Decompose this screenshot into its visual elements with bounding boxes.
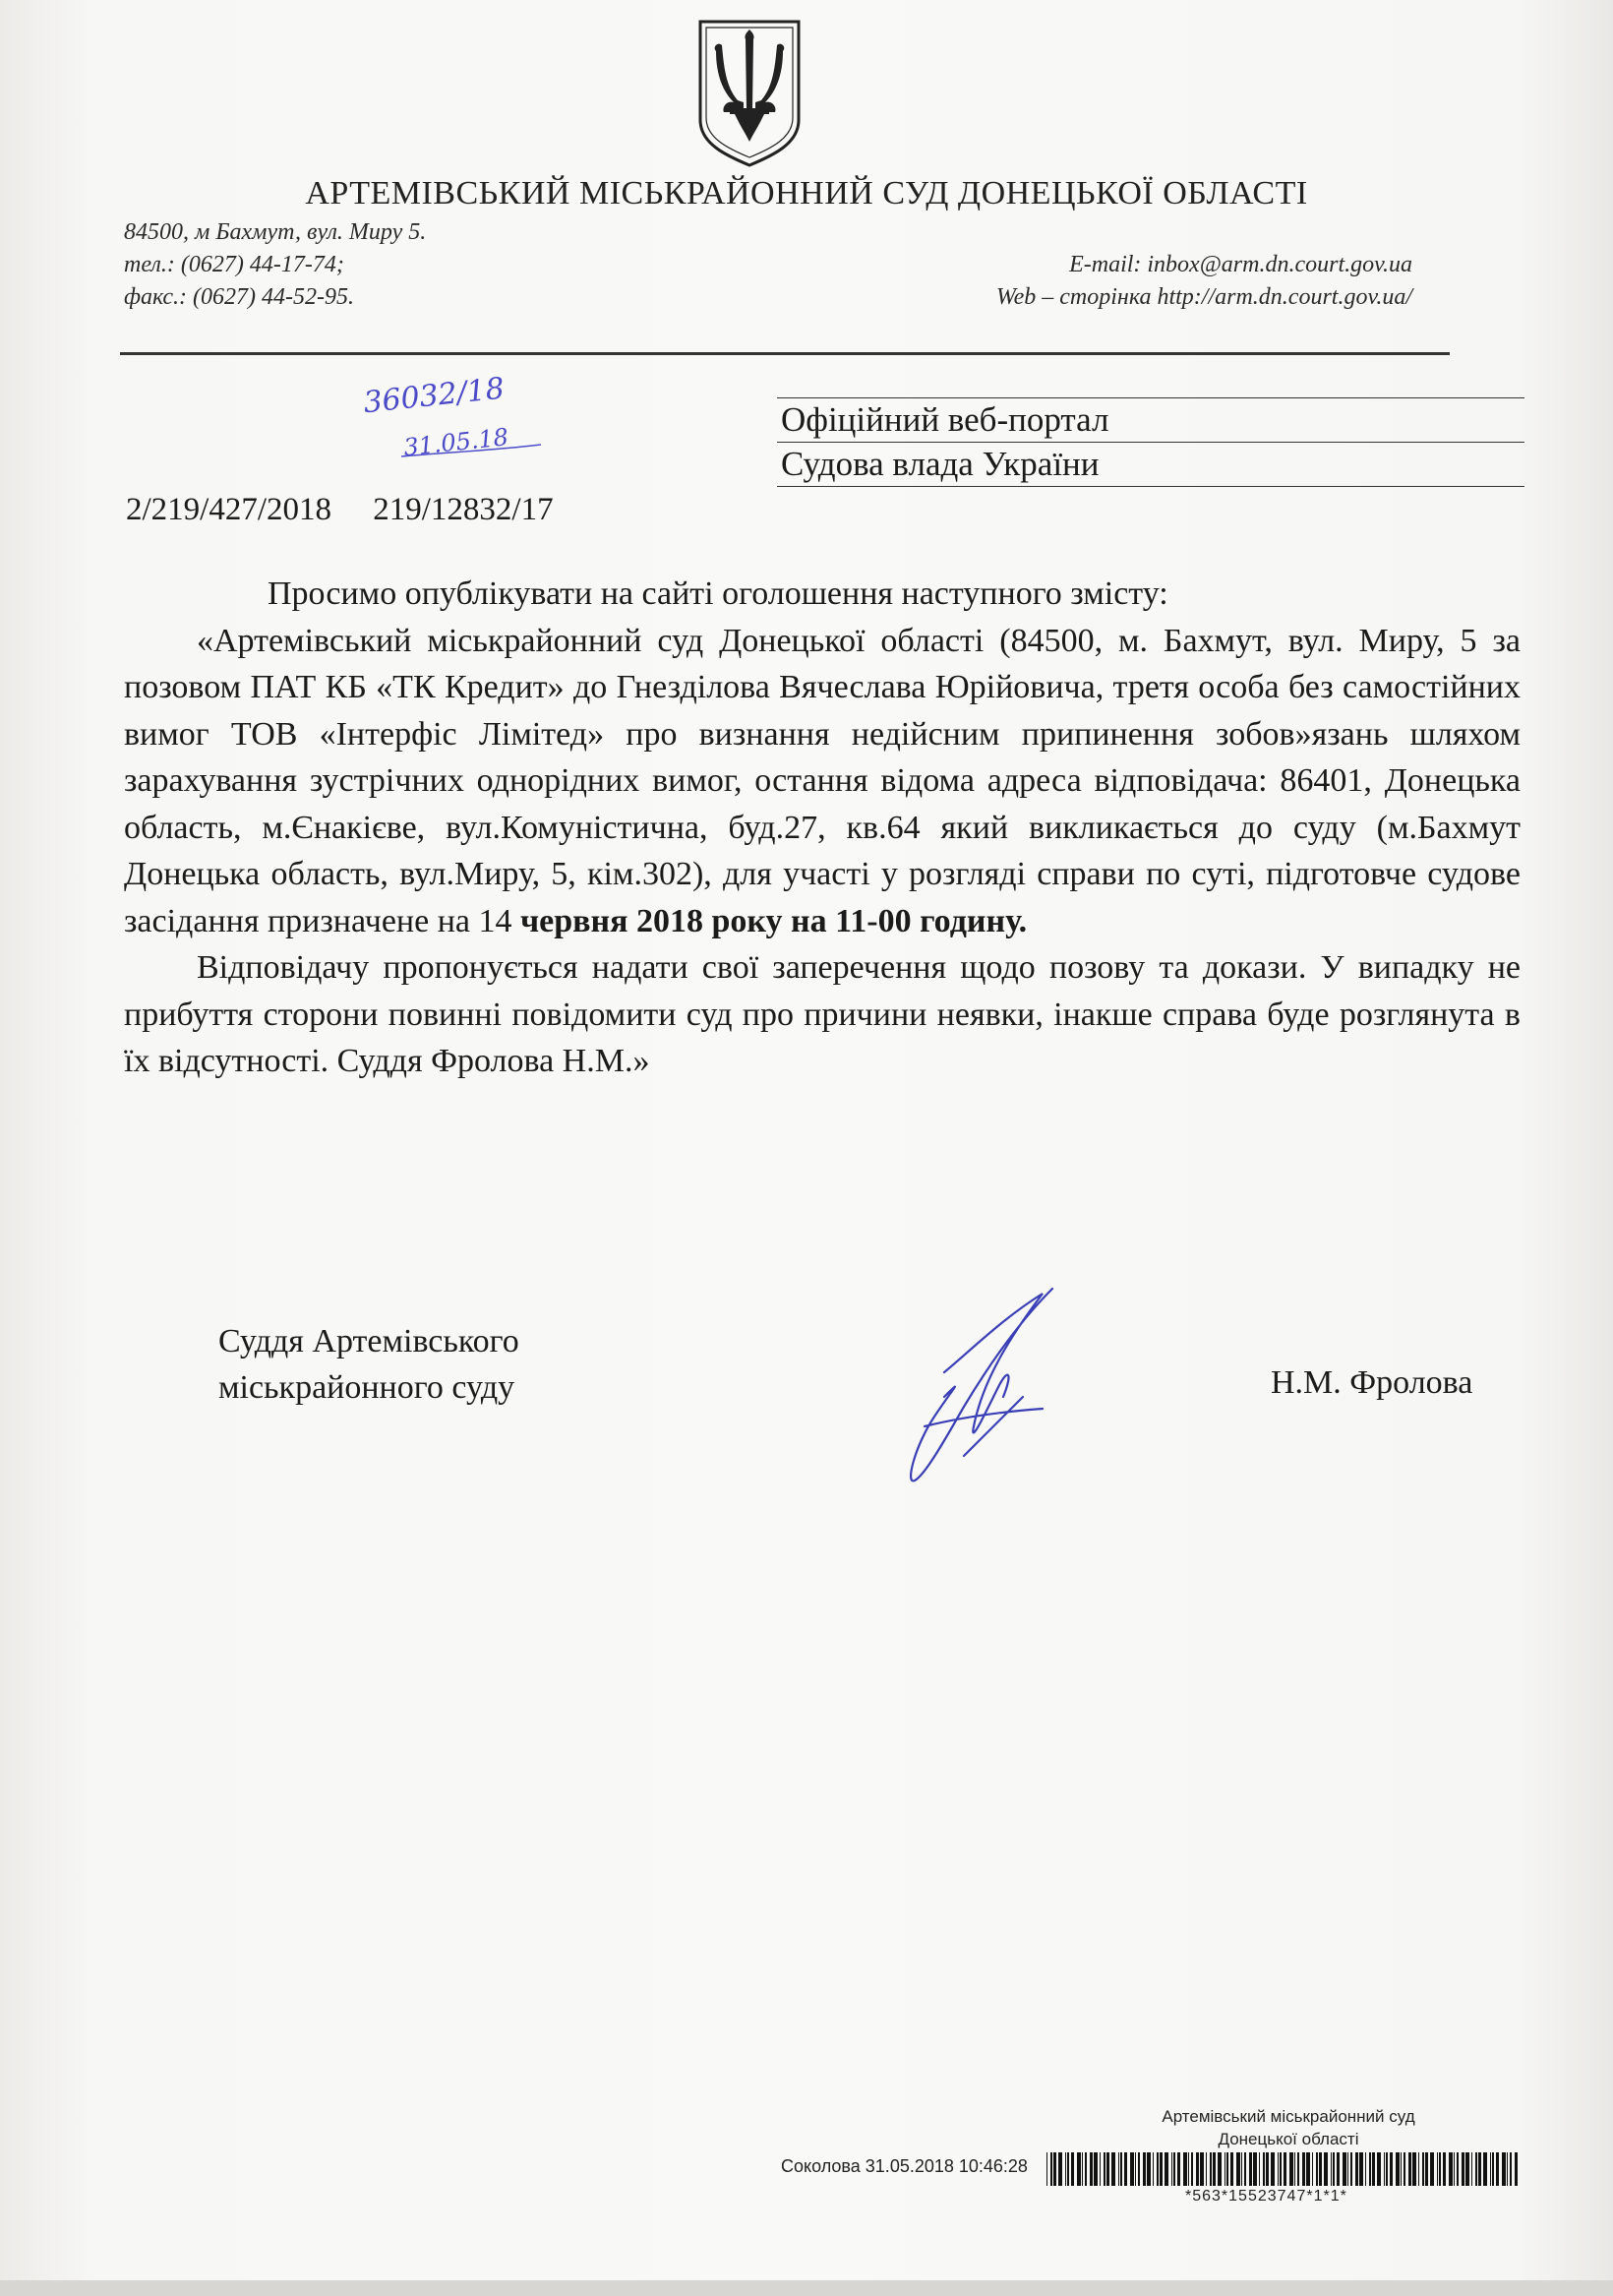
barcode-bar xyxy=(1065,2152,1066,2186)
barcode-bar xyxy=(1160,2152,1163,2186)
barcode-bar xyxy=(1492,2152,1494,2186)
barcode-bar xyxy=(1106,2152,1109,2186)
barcode-bar xyxy=(1266,2152,1269,2186)
barcode-bar xyxy=(1104,2152,1105,2186)
court-email: E-mail: inbox@arm.dn.court.gov.ua xyxy=(1069,252,1412,277)
barcode-bar xyxy=(1457,2152,1459,2186)
barcode-bar xyxy=(1050,2152,1052,2186)
outgoing-number: 2/219/427/2018 xyxy=(126,492,332,527)
barcode-bar xyxy=(1147,2152,1151,2186)
barcode-bar xyxy=(1316,2152,1318,2186)
barcode-bar xyxy=(1053,2152,1056,2186)
barcode-bar xyxy=(1347,2152,1348,2186)
stamp-court-line2: Донецької області xyxy=(1218,2130,1359,2148)
court-phone: тел.: (0627) 44-17-74; xyxy=(124,252,344,277)
barcode-bar xyxy=(1425,2152,1428,2186)
contact-left xyxy=(124,216,675,314)
recipient-line-bottom xyxy=(777,486,1524,487)
barcode-bar xyxy=(1390,2152,1393,2186)
barcode-bar xyxy=(1483,2152,1487,2186)
barcode-bar xyxy=(1396,2152,1400,2186)
recipient-line1: Офіційний веб-портал xyxy=(781,400,1109,439)
barcode-bar xyxy=(1173,2152,1175,2186)
barcode-bar xyxy=(1377,2152,1381,2186)
barcode-bar xyxy=(1124,2152,1127,2186)
case-number: 219/12832/17 xyxy=(373,492,554,527)
barcode-bar xyxy=(1454,2152,1455,2186)
body-paragraph-announcement xyxy=(124,618,1521,945)
barcode-bar xyxy=(1294,2152,1295,2186)
barcode-bar xyxy=(1359,2152,1363,2186)
judge-title-line1: Суддя Артемівського xyxy=(218,1323,519,1359)
barcode-bar xyxy=(1490,2152,1491,2186)
barcode-bar xyxy=(1210,2152,1212,2186)
barcode-bar xyxy=(1386,2152,1388,2186)
barcode-bar xyxy=(1418,2152,1419,2186)
letter-body xyxy=(124,571,1521,1085)
barcode-bar xyxy=(1478,2152,1481,2186)
contact-right xyxy=(803,249,1412,314)
barcode-bar xyxy=(1100,2152,1101,2186)
barcode-bar xyxy=(1077,2152,1081,2186)
barcode-bar xyxy=(1046,2152,1047,2186)
barcode-bar xyxy=(1439,2152,1441,2186)
barcode-bar xyxy=(1471,2152,1472,2186)
barcode-bar xyxy=(1171,2152,1172,2186)
barcode-bar xyxy=(1404,2152,1405,2186)
barcode-bar xyxy=(1465,2152,1469,2186)
stamp-court-name xyxy=(1141,2105,1436,2150)
barcode-bar xyxy=(1412,2152,1416,2186)
barcode-bar xyxy=(1241,2152,1242,2186)
barcode-bar xyxy=(1085,2152,1087,2186)
barcode-bar xyxy=(1226,2152,1228,2186)
barcode-bar xyxy=(1510,2152,1512,2186)
barcode-bar xyxy=(1218,2152,1222,2186)
barcode xyxy=(1046,2152,1524,2186)
barcode-bar xyxy=(1475,2152,1477,2186)
barcode-bar xyxy=(1337,2152,1340,2186)
barcode-bar xyxy=(1094,2152,1098,2186)
barcode-bar xyxy=(1372,2152,1375,2186)
barcode-bar xyxy=(1306,2152,1310,2186)
barcode-bar xyxy=(1143,2152,1146,2186)
barcode-bar xyxy=(1401,2152,1402,2186)
recipient-line2: Судова влада України xyxy=(781,445,1100,483)
barcode-bar xyxy=(1188,2152,1189,2186)
barcode-bar xyxy=(1515,2152,1518,2186)
barcode-bar xyxy=(1263,2152,1265,2186)
barcode-bar xyxy=(1067,2152,1069,2186)
body-paragraph-request: Просимо опублікувати на сайті оголошення наступного змісту: xyxy=(268,575,1168,612)
barcode-bar xyxy=(1297,2152,1299,2186)
barcode-bar xyxy=(1502,2152,1506,2186)
court-name-heading: АРТЕМІВСЬКИЙ МІСЬКРАЙОННИЙ СУД ДОНЕЦЬКОЇ ОБЛАСТІ xyxy=(305,175,1308,211)
judge-title xyxy=(218,1318,519,1411)
announcement-text: «Артемівський міськрайонний суд Донецької області (84500, м. Бахмут, вул. Миру, 5 за позовом ПАТ КБ «ТК Кредит» до Гнезділова Вячеслава Юрійовича, третя особа без самостійних вимог ТОВ «Інтерфіс Лімітед» про визнання недійсним припинення зобов»язань шляхом зарахування зустрічних однорідних вимог, остання відома адреса відповідача: 86401, Донецька область, м.Єнакієве, вул.Комуністична, буд.27, кв.64 який викликається до суду (м.Бахмут Донецька область, вул.Миру, 5, кім.302), для участі у розгляді справи по суті, підготовче судове засідання призначене на 14 xyxy=(124,622,1521,939)
barcode-bar xyxy=(1200,2152,1204,2186)
svg-text:36032/18: 36032/18 xyxy=(361,371,507,421)
judge-title-line2: міськрайонного суду xyxy=(218,1369,515,1406)
barcode-bar xyxy=(1071,2152,1074,2186)
barcode-bar xyxy=(1437,2152,1438,2186)
handwritten-signature xyxy=(905,1279,1062,1485)
barcode-bar xyxy=(1230,2152,1233,2186)
barcode-bar xyxy=(1138,2152,1140,2186)
scan-bottom-edge xyxy=(0,2280,1613,2296)
barcode-bar xyxy=(1183,2152,1187,2186)
barcode-bar xyxy=(1430,2152,1434,2186)
tryzub-emblem-icon xyxy=(694,18,805,167)
barcode-bar xyxy=(1253,2152,1257,2186)
barcode-bar xyxy=(1191,2152,1193,2186)
barcode-bar xyxy=(1196,2152,1199,2186)
barcode-bar xyxy=(1302,2152,1305,2186)
barcode-bar xyxy=(1271,2152,1275,2186)
barcode-bar xyxy=(1422,2152,1424,2186)
barcode-bar xyxy=(1331,2152,1332,2186)
stamp-court-line1: Артемівський міськрайонний суд xyxy=(1162,2107,1415,2126)
barcode-bar xyxy=(1462,2152,1464,2186)
reference-numbers xyxy=(126,492,554,528)
barcode-bar xyxy=(1118,2152,1119,2186)
svg-text:31.05.18: 31.05.18 xyxy=(402,423,510,462)
judge-name: Н.М. Фролова xyxy=(1271,1364,1473,1401)
barcode-bar xyxy=(1507,2152,1508,2186)
court-website: Web – сторінка http://arm.dn.court.gov.ua/ xyxy=(995,284,1412,310)
barcode-bar xyxy=(1130,2152,1134,2186)
barcode-bar xyxy=(1213,2152,1216,2186)
barcode-bar xyxy=(1082,2152,1083,2186)
handwritten-registration-note xyxy=(354,362,561,470)
barcode-bar xyxy=(1058,2152,1062,2186)
barcode-bar xyxy=(1249,2152,1252,2186)
court-fax: факс.: (0627) 44-52-95. xyxy=(124,284,354,310)
barcode-bar xyxy=(1343,2152,1346,2186)
barcode-bar xyxy=(1312,2152,1313,2186)
barcode-bar xyxy=(1120,2152,1122,2186)
barcode-bar xyxy=(1408,2152,1411,2186)
barcode-bar xyxy=(1090,2152,1093,2186)
barcode-bar xyxy=(1135,2152,1136,2186)
hearing-date-bold: червня 2018 року на 11-00 годину. xyxy=(520,902,1028,939)
barcode-bar xyxy=(1157,2152,1159,2186)
barcode-bar xyxy=(1244,2152,1246,2186)
barcode-bar xyxy=(1324,2152,1328,2186)
barcode-bar xyxy=(1333,2152,1335,2186)
barcode-bar xyxy=(1319,2152,1322,2186)
barcode-bar xyxy=(1496,2152,1499,2186)
barcode-bar xyxy=(1365,2152,1366,2186)
barcode-bar xyxy=(1449,2152,1453,2186)
barcode-bar xyxy=(1284,2152,1286,2186)
barcode-bar xyxy=(1153,2152,1154,2186)
court-address: 84500, м Бахмут, вул. Миру 5. xyxy=(124,219,427,245)
barcode-bar xyxy=(1289,2152,1293,2186)
barcode-bar xyxy=(1111,2152,1115,2186)
header-divider xyxy=(120,352,1450,355)
body-paragraph-defendant: Відповідачу пропонується надати свої заперечення щодо позову та докази. У випадку не прибуття сторони повинні повідомити суд про причини неявки, інакше справа буде розглянута в їх відсутності. Суддя Фролова Н.М.» xyxy=(124,949,1521,1079)
barcode-bar xyxy=(1206,2152,1207,2186)
barcode-number: *563*15523747*1*1* xyxy=(1185,2188,1347,2205)
barcode-bar xyxy=(1355,2152,1358,2186)
stamp-clerk-datetime: Соколова 31.05.2018 10:46:28 xyxy=(781,2156,1028,2176)
barcode-bar xyxy=(1165,2152,1168,2186)
barcode-bar xyxy=(1259,2152,1260,2186)
barcode-bar xyxy=(1278,2152,1279,2186)
barcode-bar xyxy=(1443,2152,1446,2186)
barcode-bar xyxy=(1369,2152,1371,2186)
recipient-block xyxy=(777,397,1524,487)
barcode-bar xyxy=(1177,2152,1180,2186)
barcode-bar xyxy=(1280,2152,1282,2186)
barcode-bar xyxy=(1236,2152,1240,2186)
barcode-bar xyxy=(1350,2152,1352,2186)
barcode-bar xyxy=(1384,2152,1385,2186)
